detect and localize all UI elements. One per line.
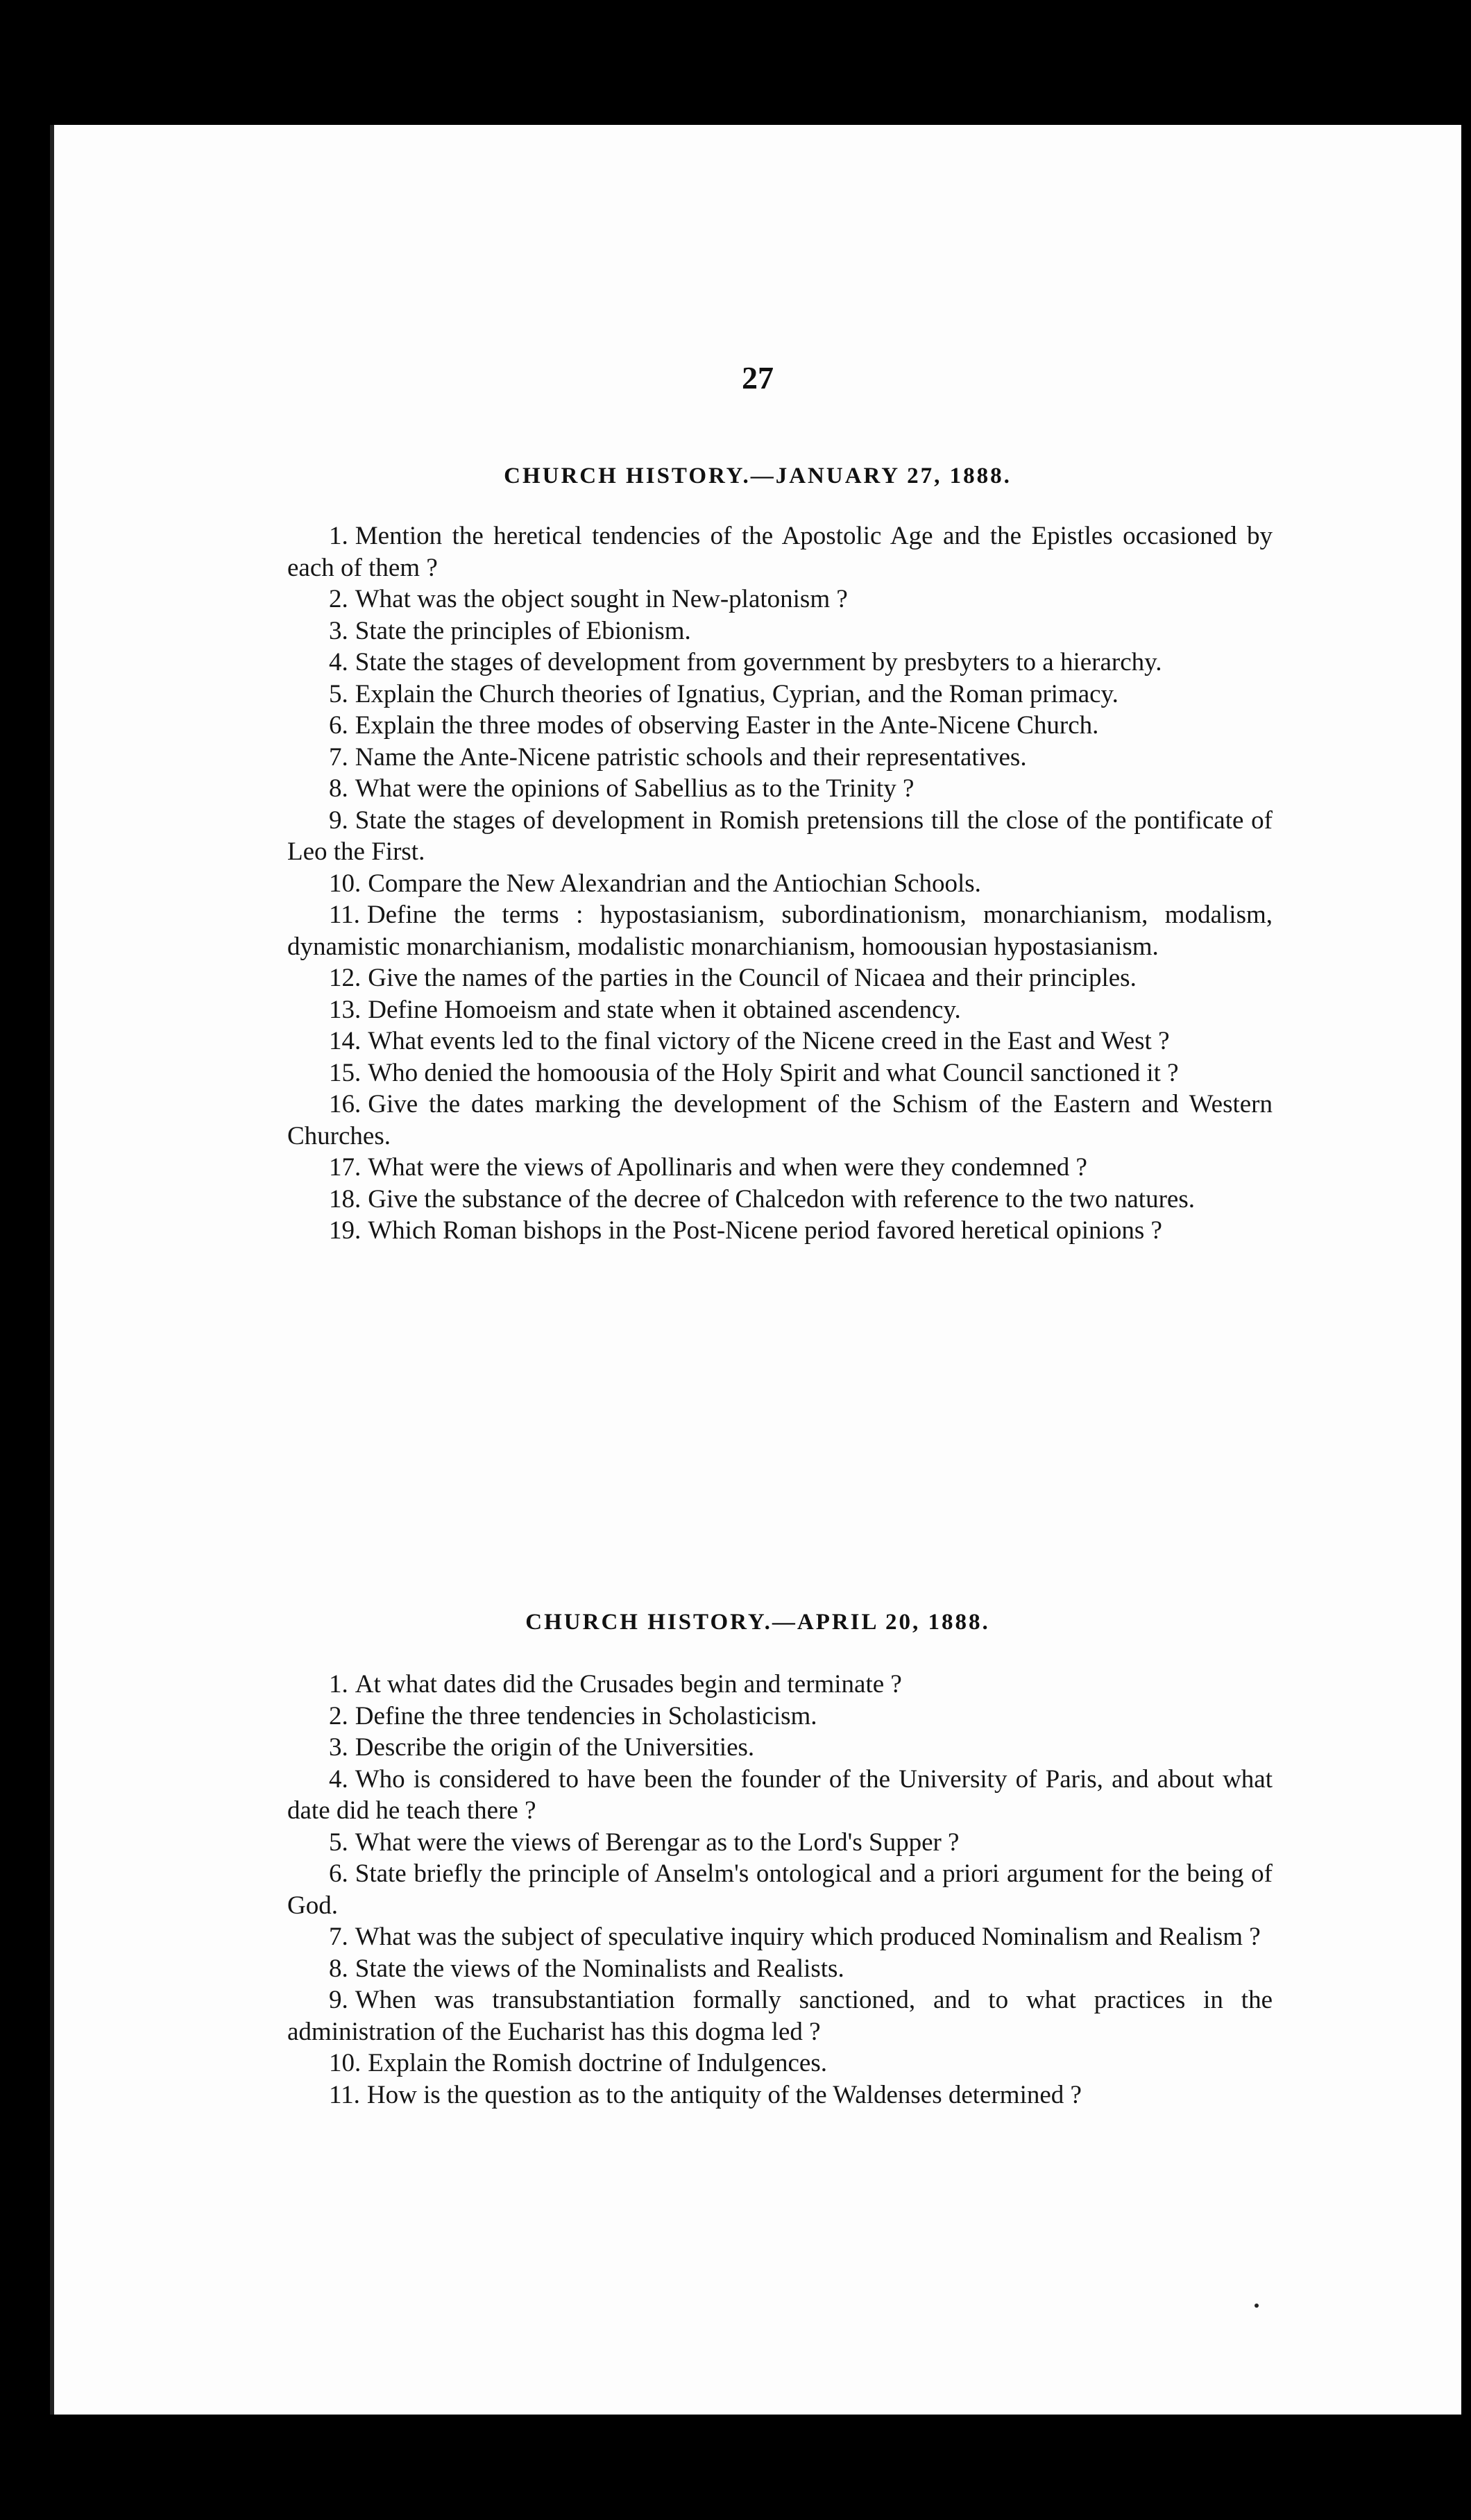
question-item: [287, 868, 1273, 900]
question-number: 8.: [329, 774, 348, 803]
question-number: 13.: [329, 995, 362, 1024]
question-number: 2.: [329, 585, 348, 613]
question-item: [287, 962, 1273, 994]
question-text: At what dates did the Crusades begin and terminate ?: [355, 1670, 902, 1699]
question-item: [287, 805, 1273, 868]
question-number: 11.: [329, 901, 360, 929]
question-item: [287, 742, 1273, 774]
question-item: [287, 615, 1273, 647]
question-number: 7.: [329, 742, 348, 772]
question-number: 6.: [329, 1859, 348, 1888]
question-item: [287, 1827, 1273, 1859]
question-text: Compare the New Alexandrian and the Antiochian Schools.: [368, 869, 981, 898]
question-text: What events led to the final victory of the Nicene creed in the East and West ?: [368, 1027, 1170, 1055]
question-number: 9.: [329, 1986, 348, 2014]
question-number: 1.: [329, 1670, 348, 1699]
question-text: When was transubstantiation formally sanctioned, and to what practices in the administration of the Eucharist has this dogma led ?: [287, 1986, 1273, 2046]
question-number: 17.: [329, 1153, 362, 1182]
question-number: 9.: [329, 806, 348, 835]
question-text: Give the dates marking the development of the Schism of the Eastern and Western Churches.: [287, 1090, 1273, 1150]
question-item: [287, 1215, 1273, 1247]
question-number: 1.: [329, 522, 348, 550]
question-item: [287, 773, 1273, 805]
question-text: State the stages of development in Romish pretensions till the close of the pontificate of Leo the First.: [287, 806, 1273, 866]
question-number: 11.: [329, 2080, 360, 2109]
question-text: Give the substance of the decree of Chalcedon with reference to the two natures.: [368, 1184, 1195, 1214]
question-number: 3.: [329, 616, 348, 645]
question-list-january: [287, 520, 1273, 1247]
section-heading-april: CHURCH HISTORY.—APRIL 20, 1888.: [525, 1610, 990, 1635]
section-heading-january: CHURCH HISTORY.—JANUARY 27, 1888.: [504, 463, 1012, 488]
question-text: Mention the heretical tendencies of the Apostolic Age and the Epistles occasioned by each of them ?: [287, 522, 1273, 582]
page-number: 27: [742, 360, 774, 395]
question-text: Define Homoeism and state when it obtained ascendency.: [368, 995, 961, 1024]
question-text: Which Roman bishops in the Post-Nicene period favored heretical opinions ?: [368, 1216, 1162, 1245]
question-text: What were the opinions of Sabellius as to the Trinity ?: [355, 774, 915, 803]
question-item: [287, 584, 1273, 615]
question-item: [287, 1669, 1273, 1701]
question-item: [287, 2079, 1273, 2111]
question-item: [287, 1025, 1273, 1057]
question-item: [287, 1984, 1273, 2047]
question-item: [287, 1701, 1273, 1732]
question-item: [287, 1921, 1273, 1953]
question-text: Who is considered to have been the founder of the University of Paris, and about what date did he teach there ?: [287, 1764, 1273, 1825]
question-text: Explain the three modes of observing Easter in the Ante-Nicene Church.: [355, 711, 1099, 740]
question-text: State the principles of Ebionism.: [355, 616, 691, 645]
question-number: 10.: [329, 869, 362, 898]
question-text: Define the three tendencies in Scholasticism.: [355, 1701, 817, 1730]
question-text: Describe the origin of the Universities.: [355, 1733, 755, 1762]
question-number: 19.: [329, 1216, 362, 1245]
question-text: What was the subject of speculative inquiry which produced Nominalism and Realism ?: [355, 1923, 1261, 1951]
question-item: [287, 899, 1273, 962]
question-item: [287, 679, 1273, 710]
question-number: 6.: [329, 711, 348, 740]
question-text: Define the terms : hypostasianism, subordinationism, monarchianism, modalism, dynamistic monarchianism, modalistic monarchianism, homoousian hypostasianism.: [287, 901, 1273, 961]
question-item: [287, 1184, 1273, 1216]
question-text: State the stages of development from government by presbyters to a hierarchy.: [355, 648, 1162, 676]
scan-speck: [1255, 2304, 1259, 2308]
question-item: [287, 1858, 1273, 1921]
scanned-page: [50, 125, 1461, 2415]
question-item: [287, 520, 1273, 584]
question-item: [287, 1089, 1273, 1152]
question-text: State the views of the Nominalists and Realists.: [355, 1954, 844, 1983]
question-number: 15.: [329, 1058, 362, 1087]
question-item: [287, 1152, 1273, 1184]
question-text: Who denied the homoousia of the Holy Spirit and what Council sanctioned it ?: [368, 1058, 1179, 1087]
question-text: Give the names of the parties in the Council of Nicaea and their principles.: [368, 964, 1137, 992]
question-item: [287, 1057, 1273, 1089]
question-number: 10.: [329, 2049, 362, 2077]
question-number: 16.: [329, 1090, 362, 1118]
question-item: [287, 994, 1273, 1026]
question-text: What were the views of Berengar as to the Lord's Supper ?: [355, 1828, 960, 1857]
question-number: 5.: [329, 1828, 348, 1857]
question-item: [287, 710, 1273, 742]
question-item: [287, 1732, 1273, 1764]
question-item: [287, 1764, 1273, 1827]
question-number: 3.: [329, 1733, 348, 1762]
question-number: 18.: [329, 1184, 362, 1214]
question-number: 2.: [329, 1701, 348, 1730]
question-list-april: [287, 1669, 1273, 2111]
question-number: 14.: [329, 1027, 362, 1055]
question-number: 4.: [329, 648, 348, 676]
question-text: Name the Ante-Nicene patristic schools and their representatives.: [355, 742, 1027, 772]
question-item: [287, 2047, 1273, 2079]
question-number: 12.: [329, 964, 362, 992]
question-text: Explain the Romish doctrine of Indulgences.: [368, 2049, 827, 2077]
question-text: How is the question as to the antiquity of the Waldenses determined ?: [366, 2080, 1082, 2109]
question-number: 7.: [329, 1923, 348, 1951]
question-text: What was the object sought in New-platonism ?: [355, 585, 848, 613]
question-item: [287, 647, 1273, 679]
question-number: 8.: [329, 1954, 348, 1983]
question-text: State briefly the principle of Anselm's ontological and a priori argument for the being of God.: [287, 1859, 1273, 1920]
question-number: 5.: [329, 679, 348, 708]
question-number: 4.: [329, 1764, 348, 1794]
question-text: Explain the Church theories of Ignatius, Cyprian, and the Roman primacy.: [355, 679, 1119, 708]
question-item: [287, 1953, 1273, 1985]
question-text: What were the views of Apollinaris and when were they condemned ?: [368, 1153, 1087, 1182]
